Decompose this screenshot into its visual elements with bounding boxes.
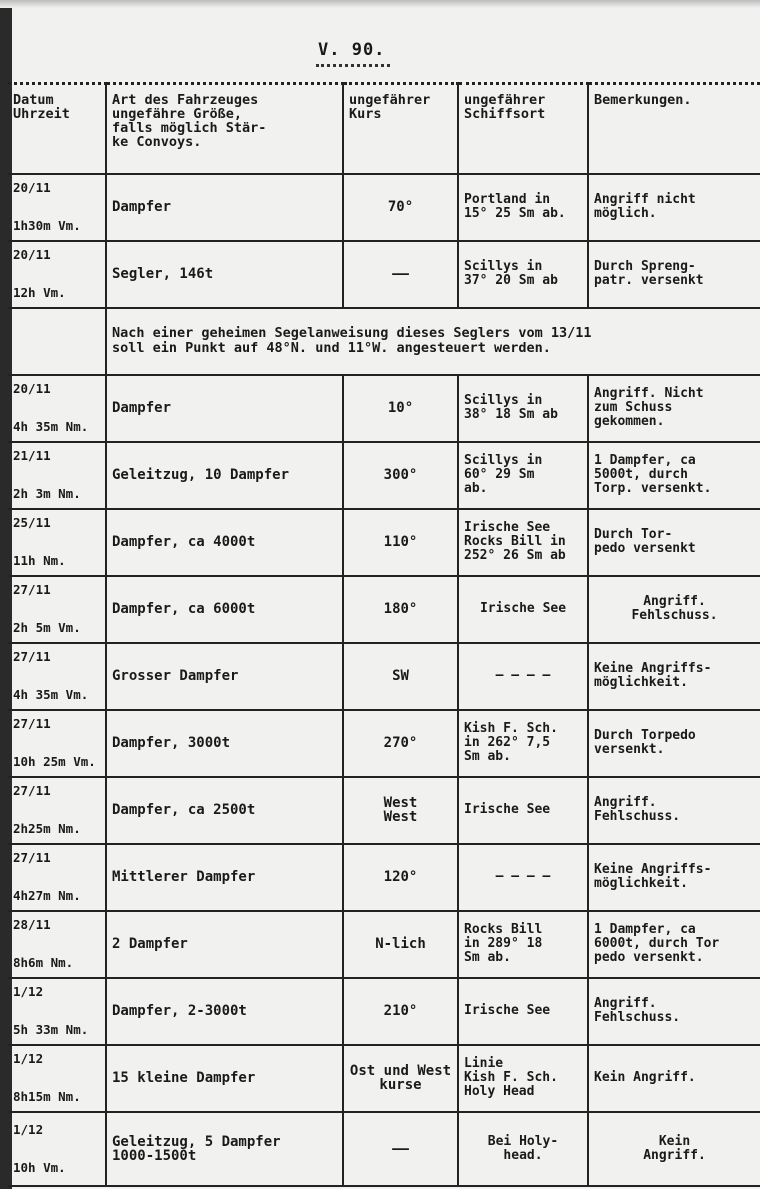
- row-remarks: 1 Dampfer, ca 6000t, durch Tor pedo versenkt.: [588, 911, 760, 978]
- row-date: 20/11: [13, 381, 51, 396]
- row-remarks: Keine Angriffs- möglichkeit.: [588, 844, 760, 911]
- table-row: [8, 844, 760, 911]
- row-remarks: Kein Angriff.: [588, 1045, 760, 1112]
- table-row: [8, 509, 760, 576]
- row-remarks: Angriff. Nicht zum Schuss gekommen.: [588, 375, 760, 442]
- row-time: 2h 3m Nm.: [13, 486, 81, 501]
- row-position: Scillys in 60° 29 Sm ab.: [458, 442, 588, 509]
- row-vessel-type: Dampfer, ca 4000t: [106, 509, 343, 576]
- war-diary-table: [8, 82, 760, 1187]
- row-course: 210°: [343, 978, 458, 1045]
- table-row: [8, 576, 760, 643]
- table-row: [8, 442, 760, 509]
- table-row: [8, 643, 760, 710]
- row-time: 2h25m Nm.: [13, 821, 81, 836]
- table-row: [8, 777, 760, 844]
- row-vessel-type: Dampfer, 3000t: [106, 710, 343, 777]
- row-time: 8h15m Nm.: [13, 1089, 81, 1104]
- row-vessel-type: 15 kleine Dampfer: [106, 1045, 343, 1112]
- row-date: 20/11: [13, 180, 51, 195]
- row-remarks: Angriff. Fehlschuss.: [588, 978, 760, 1045]
- row-course: 300°: [343, 442, 458, 509]
- row-time: 2h 5m Vm.: [13, 620, 81, 635]
- table-row: [8, 710, 760, 777]
- table-row-note: [8, 308, 760, 375]
- row-position: Linie Kish F. Sch. Holy Head: [458, 1045, 588, 1112]
- row-position: Kish F. Sch. in 262° 7,5 Sm ab.: [458, 710, 588, 777]
- row-date: 27/11: [13, 649, 51, 664]
- row-date: 27/11: [13, 783, 51, 798]
- table-row: [8, 978, 760, 1045]
- table-row: [8, 174, 760, 241]
- row-course: SW: [343, 643, 458, 710]
- page-number-underline: [316, 64, 390, 67]
- row-course: ——: [343, 1112, 458, 1187]
- row-vessel-type: Dampfer, ca 6000t: [106, 576, 343, 643]
- row-vessel-type: Geleitzug, 10 Dampfer: [106, 442, 343, 509]
- row-remarks: 1 Dampfer, ca 5000t, durch Torp. versenkt.: [588, 442, 760, 509]
- page-number: V. 90.: [318, 40, 386, 60]
- row-course: ——: [343, 241, 458, 308]
- row-position: Portland in 15° 25 Sm ab.: [458, 174, 588, 241]
- row-remarks: Durch Spreng- patr. versenkt: [588, 241, 760, 308]
- row-position: – – – –: [458, 844, 588, 911]
- row-vessel-type: Dampfer: [106, 174, 343, 241]
- row-time: 8h6m Nm.: [13, 955, 74, 970]
- row-vessel-type: Grosser Dampfer: [106, 643, 343, 710]
- row-vessel-type: Mittlerer Dampfer: [106, 844, 343, 911]
- row-date: 1/12: [13, 1121, 44, 1137]
- row-vessel-type: Geleitzug, 5 Dampfer 1000-1500t: [106, 1112, 343, 1187]
- row-remarks: Angriff. Fehlschuss.: [588, 576, 760, 643]
- row-position: Irische See: [458, 576, 588, 643]
- row-time: 10h 25m Vm.: [13, 754, 96, 769]
- row-remarks: Kein Angriff.: [588, 1112, 760, 1187]
- row-date: 28/11: [13, 917, 51, 932]
- row-course: N-lich: [343, 911, 458, 978]
- row-date: 25/11: [13, 515, 51, 530]
- row-position: Scillys in 37° 20 Sm ab: [458, 241, 588, 308]
- row-date: 20/11: [13, 247, 51, 262]
- sailing-instruction-note: Nach einer geheimen Segelanweisung dieses Seglers vom 13/11 soll ein Punkt auf 48°N. und 11°W. angesteuert werden.: [106, 308, 760, 375]
- table-row: [8, 1045, 760, 1112]
- row-remarks: Keine Angriffs- möglichkeit.: [588, 643, 760, 710]
- row-position: Rocks Bill in 289° 18 Sm ab.: [458, 911, 588, 978]
- row-position: – – – –: [458, 643, 588, 710]
- row-position: Scillys in 38° 18 Sm ab: [458, 375, 588, 442]
- row-date: 21/11: [13, 448, 51, 463]
- row-time: 11h Nm.: [13, 553, 66, 568]
- scan-edge-top: [0, 0, 760, 8]
- row-remarks: Angriff nicht möglich.: [588, 174, 760, 241]
- header-course: ungefährer Kurs: [343, 84, 458, 174]
- row-position: Irische See: [458, 777, 588, 844]
- row-remarks: Durch Tor- pedo versenkt: [588, 509, 760, 576]
- row-date: 1/12: [13, 984, 44, 999]
- row-course: West West: [343, 777, 458, 844]
- row-time: 5h 33m Nm.: [13, 1022, 89, 1037]
- row-date: 1/12: [13, 1051, 44, 1066]
- row-course: 180°: [343, 576, 458, 643]
- row-date: 27/11: [13, 850, 51, 865]
- row-time: 12h Vm.: [13, 285, 66, 300]
- header-date-time: Datum Uhrzeit: [8, 84, 106, 174]
- row-position: Irische See: [458, 978, 588, 1045]
- header-position: ungefährer Schiffsort: [458, 84, 588, 174]
- row-course: 110°: [343, 509, 458, 576]
- row-time: 4h 35m Nm.: [13, 419, 89, 434]
- row-time: 10h Vm.: [13, 1159, 66, 1175]
- row-time: 4h 35m Vm.: [13, 687, 89, 702]
- row-vessel-type: 2 Dampfer: [106, 911, 343, 978]
- row-position: Bei Holy- head.: [458, 1112, 588, 1187]
- row-course: 270°: [343, 710, 458, 777]
- table-row: [8, 1112, 760, 1187]
- row-time: 1h30m Vm.: [13, 218, 81, 233]
- row-vessel-type: Dampfer, ca 2500t: [106, 777, 343, 844]
- row-vessel-type: Dampfer: [106, 375, 343, 442]
- header-vessel-type: Art des Fahrzeuges ungefähre Größe, falls möglich Stär- ke Convoys.: [106, 84, 343, 174]
- row-remarks: Durch Torpedo versenkt.: [588, 710, 760, 777]
- header-remarks: Bemerkungen.: [588, 84, 760, 174]
- row-remarks: Angriff. Fehlschuss.: [588, 777, 760, 844]
- row-time: 4h27m Nm.: [13, 888, 81, 903]
- row-vessel-type: Segler, 146t: [106, 241, 343, 308]
- row-course: Ost und West kurse: [343, 1045, 458, 1112]
- table-row: [8, 241, 760, 308]
- row-position: Irische See Rocks Bill in 252° 26 Sm ab: [458, 509, 588, 576]
- table-header-row: [8, 84, 760, 174]
- table-row: [8, 375, 760, 442]
- row-vessel-type: Dampfer, 2-3000t: [106, 978, 343, 1045]
- row-course: 10°: [343, 375, 458, 442]
- table-row: [8, 911, 760, 978]
- table-body: [8, 174, 760, 1187]
- row-course: 120°: [343, 844, 458, 911]
- row-date: 27/11: [13, 582, 51, 597]
- row-date: 27/11: [13, 716, 51, 731]
- row-course: 70°: [343, 174, 458, 241]
